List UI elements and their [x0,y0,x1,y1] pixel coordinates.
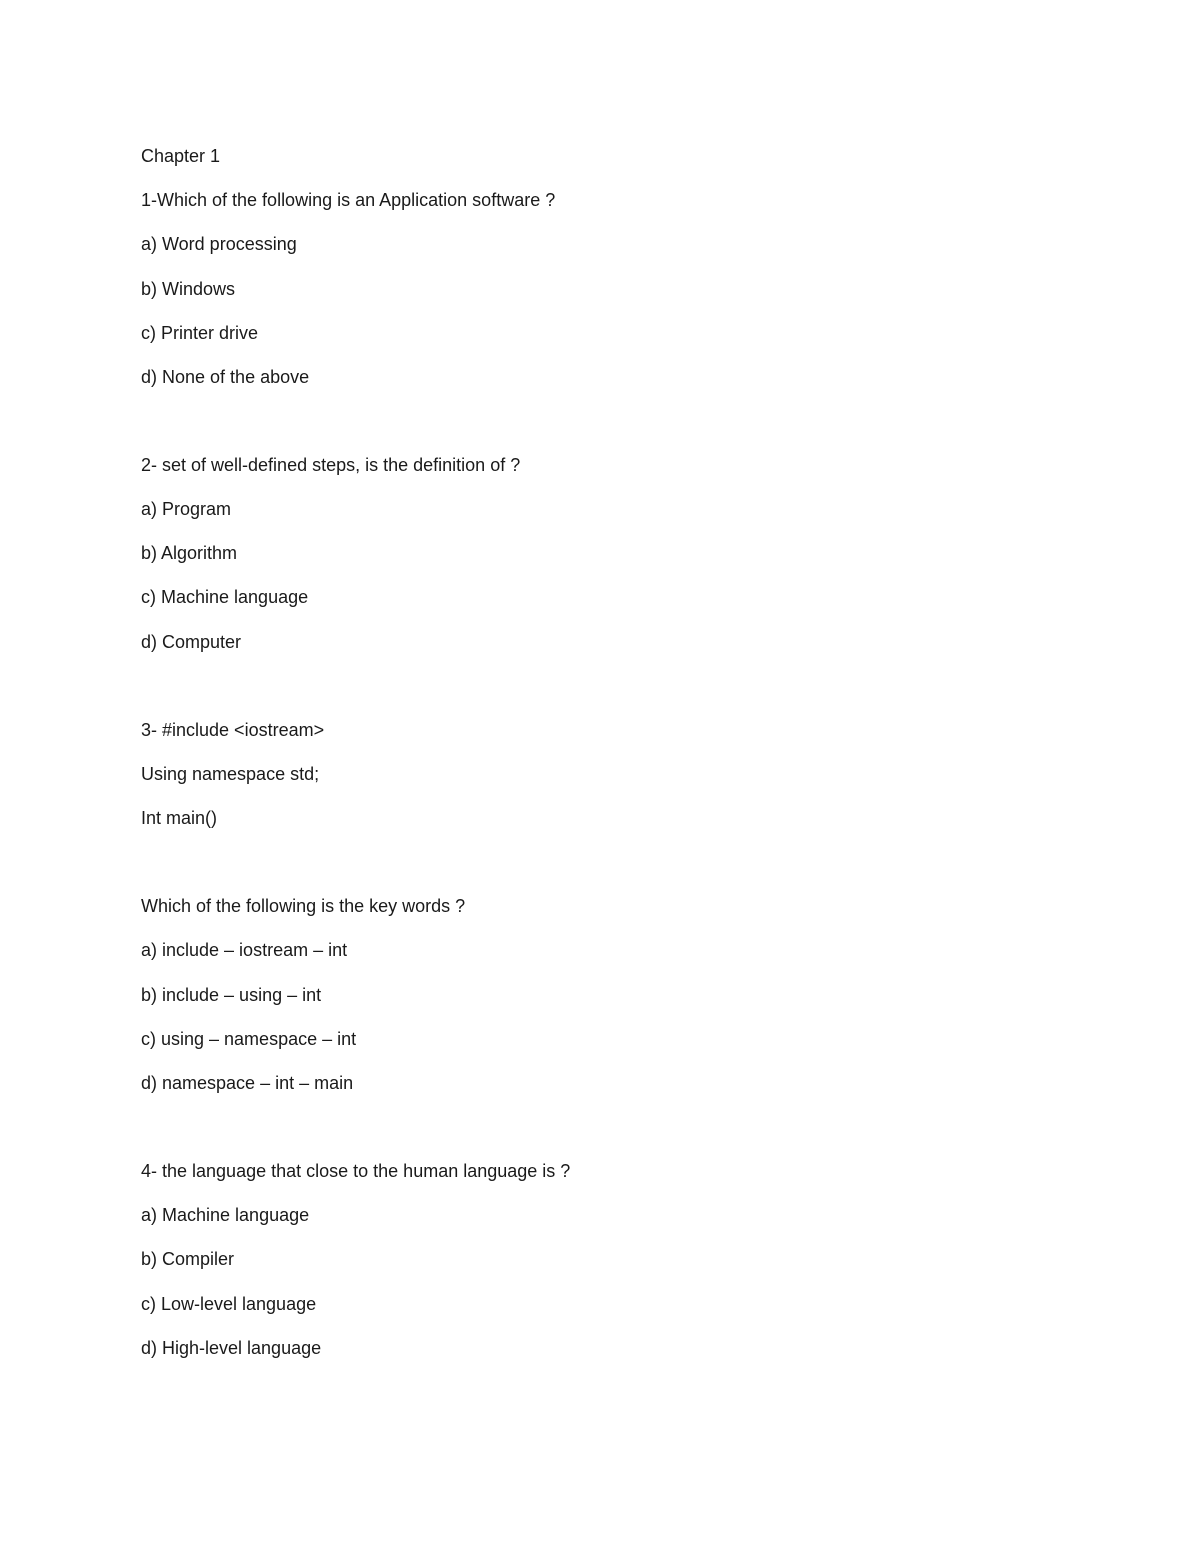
question-4-option-c: c) Low-level language [141,1294,317,1314]
question-3-option-a: a) include – iostream – int [141,940,348,960]
question-3-stem: Which of the following is the key words ? [141,896,466,916]
question-1-option-d: d) None of the above [141,367,310,387]
question-4-stem: 4- the language that close to the human language is ? [141,1161,571,1181]
question-1-option-b: b) Windows [141,279,236,299]
question-3-code-line-2: Using namespace std; [141,764,320,784]
question-1-option-c: c) Printer drive [141,323,259,343]
question-1-option-a: a) Word processing [141,234,297,254]
question-1-stem: 1-Which of the following is an Application software ? [141,190,556,210]
question-3-code-line-1: 3- #include <iostream> [141,720,325,740]
question-3-code-line-3: Int main() [141,808,218,828]
question-3-option-d: d) namespace – int – main [141,1073,354,1093]
question-4-option-a: a) Machine language [141,1205,310,1225]
question-3-option-b: b) include – using – int [141,985,322,1005]
question-2-stem: 2- set of well-defined steps, is the definition of ? [141,455,521,475]
question-2-option-a: a) Program [141,499,232,519]
question-3-option-c: c) using – namespace – int [141,1029,357,1049]
question-2-option-d: d) Computer [141,632,242,652]
question-4-option-b: b) Compiler [141,1249,235,1269]
chapter-title: Chapter 1 [141,146,221,166]
question-2-option-c: c) Machine language [141,587,309,607]
question-2-option-b: b) Algorithm [141,543,238,563]
question-4-option-d: d) High-level language [141,1338,322,1358]
